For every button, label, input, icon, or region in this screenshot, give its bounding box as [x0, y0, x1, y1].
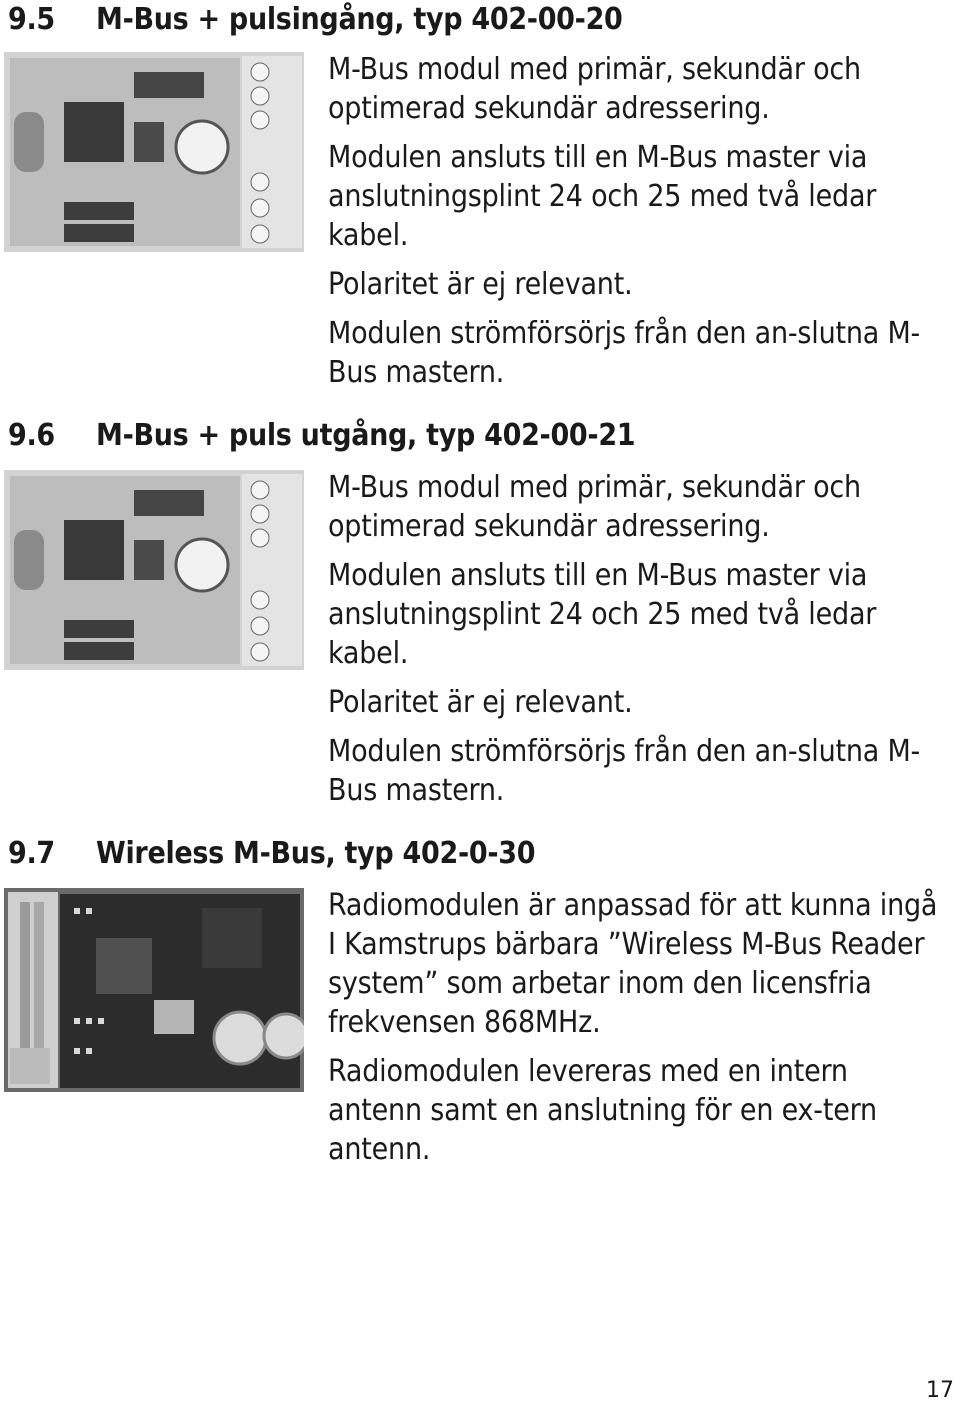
section-title: M-Bus + pulsingång, typ 402-00-20: [96, 2, 623, 37]
section-heading-9-5: [8, 2, 623, 38]
paragraph: Modulen ansluts till en M-Bus master via anslutningsplint 24 och 25 med två ledar kabel.: [328, 140, 877, 253]
paragraph: M-Bus modul med primär, sekundär och optimerad sekundär adressering.: [328, 470, 861, 544]
section-body-9-6: [328, 468, 938, 820]
paragraph: Modulen ansluts till en M-Bus master via anslutningsplint 24 och 25 med två ledar kabel.: [328, 558, 877, 671]
paragraph: Modulen strömförsörjs från den an-slutna M-Bus mastern.: [328, 734, 921, 808]
paragraph: Radiomodulen är anpassad för att kunna ingå I Kamstrups bärbara ”Wireless M-Bus Reader system” som arbetar inom den licensfria frekvensen 868MHz.: [328, 888, 938, 1040]
paragraph: M-Bus modul med primär, sekundär och optimerad sekundär adressering.: [328, 52, 861, 126]
paragraph: Radiomodulen levereras med en intern antenn samt en anslutning för en ex-tern antenn.: [328, 1054, 877, 1167]
paragraph: Modulen strömförsörjs från den an-slutna M-Bus mastern.: [328, 316, 921, 390]
section-title: Wireless M-Bus, typ 402-0-30: [96, 836, 536, 871]
mbus-module-photo-402-00-20: [4, 52, 304, 252]
section-heading-9-6: [8, 418, 635, 454]
paragraph: Polaritet är ej relevant.: [328, 267, 633, 302]
paragraph: Polaritet är ej relevant.: [328, 685, 633, 720]
wireless-module-photo-402-0-30: [4, 888, 304, 1092]
section-title: M-Bus + puls utgång, typ 402-00-21: [96, 418, 636, 453]
section-body-9-5: [328, 50, 938, 402]
section-heading-9-7: [8, 836, 535, 872]
section-number: 9.7: [8, 836, 55, 871]
page-number: 17: [926, 1378, 954, 1403]
section-number: 9.6: [8, 418, 55, 453]
mbus-module-photo-402-00-21: [4, 470, 304, 670]
section-body-9-7: [328, 886, 938, 1179]
section-number: 9.5: [8, 2, 55, 37]
